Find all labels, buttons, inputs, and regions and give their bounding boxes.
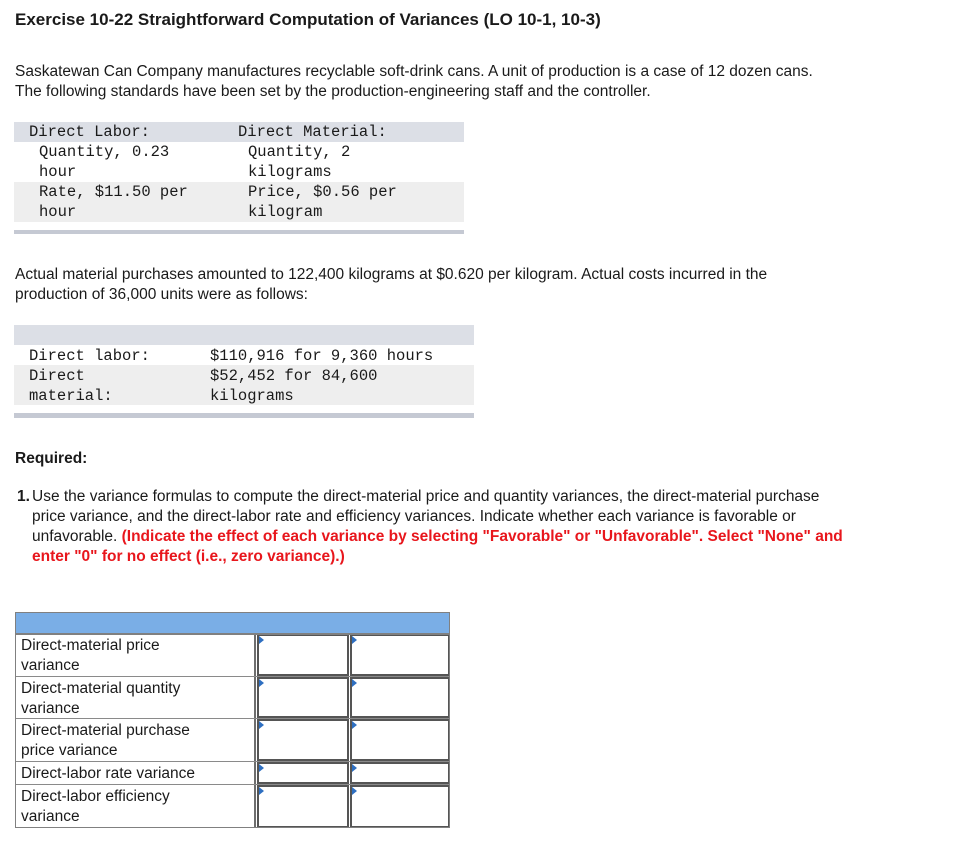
requirement-line-3: unfavorable. — [32, 528, 122, 545]
actual-material-label-2: material: — [29, 387, 113, 405]
input-marker-icon — [259, 679, 264, 687]
dl-efficiency-amount-input[interactable] — [257, 785, 349, 828]
instruction-red-2: enter "0" for no effect (i.e., zero variance).) — [32, 548, 345, 565]
input-marker-icon — [259, 764, 264, 772]
actual-costs-table — [14, 325, 474, 419]
requirement-line-2: price variance, and the direct-labor rate and efficiency variances. Indicate whether each variance is favorable or — [32, 508, 796, 525]
actual-labor-label: Direct labor: — [29, 347, 150, 365]
intro-paragraph — [15, 62, 945, 102]
answer-table — [15, 612, 450, 828]
requirement-number: 1. — [17, 488, 30, 505]
dm-purchase-price-effect-select[interactable] — [350, 719, 450, 761]
dl-rate-amount-input[interactable] — [257, 762, 349, 784]
row-label-line: Direct-labor efficiency — [21, 788, 170, 805]
material-price: Price, $0.56 per — [248, 183, 397, 201]
intro-line-2: The following standards have been set by the production-engineering staff and the controller. — [15, 83, 651, 100]
input-marker-icon — [352, 764, 357, 772]
actual-intro-line-1: Actual material purchases amounted to 122,400 kilograms at $0.620 per kilogram. Actual costs incurred in the — [15, 266, 768, 283]
direct-material-header: Direct Material: — [238, 123, 387, 141]
dl-rate-effect-select[interactable] — [350, 762, 450, 784]
dm-quantity-effect-select[interactable] — [350, 677, 450, 718]
actual-intro-line-2: production of 36,000 units were as follows: — [15, 286, 308, 303]
row-label-line: variance — [21, 700, 80, 717]
answer-table-header — [15, 612, 450, 634]
direct-labor-header: Direct Labor: — [29, 123, 150, 141]
input-marker-icon — [352, 787, 357, 795]
row-label-line: Direct-material price — [21, 637, 160, 654]
row-label-line: Direct-material purchase — [21, 722, 190, 739]
dl-efficiency-effect-select[interactable] — [350, 785, 450, 828]
standards-bottom-bar — [14, 230, 464, 234]
exercise-title: Exercise 10-22 Straightforward Computation of Variances (LO 10-1, 10-3) — [15, 10, 601, 29]
actual-labor-value: $110,916 for 9,360 hours — [210, 347, 434, 365]
dm-purchase-price-amount-input[interactable] — [257, 719, 349, 761]
input-marker-icon — [352, 721, 357, 729]
row-label-line: price variance — [21, 742, 118, 759]
dm-price-amount-input[interactable] — [257, 634, 349, 676]
row-label-dl-efficiency — [15, 785, 256, 828]
row-label-dm-purchase-price — [15, 719, 256, 761]
intro-line-1: Saskatewan Can Company manufactures recyclable soft-drink cans. A unit of production is a case of 12 dozen cans. — [15, 63, 813, 80]
standards-table — [14, 122, 464, 236]
material-quantity-unit: kilograms — [248, 163, 332, 181]
actual-material-value-1: $52,452 for 84,600 — [210, 367, 378, 385]
labor-quantity: Quantity, 0.23 — [39, 143, 170, 161]
row-label-line: Direct-material quantity — [21, 680, 181, 697]
row-label-dm-quantity — [15, 677, 256, 718]
row-label-line: variance — [21, 808, 80, 825]
row-label-dl-rate — [15, 762, 256, 784]
actual-header-band — [14, 325, 474, 345]
actual-intro-paragraph — [15, 265, 945, 305]
input-marker-icon — [352, 636, 357, 644]
actual-material-value-2: kilograms — [210, 387, 294, 405]
material-quantity: Quantity, 2 — [248, 143, 351, 161]
actual-material-label-1: Direct — [29, 367, 85, 385]
material-price-unit: kilogram — [248, 203, 323, 221]
labor-quantity-unit: hour — [39, 163, 77, 181]
labor-rate: Rate, $11.50 per — [39, 183, 188, 201]
row-label-dm-price — [15, 634, 256, 676]
dm-price-effect-select[interactable] — [350, 634, 450, 676]
input-marker-icon — [259, 787, 264, 795]
input-marker-icon — [352, 679, 357, 687]
row-label-line: Direct-labor rate variance — [21, 765, 196, 782]
instruction-red-1: (Indicate the effect of each variance by selecting "Favorable" or "Unfavorable". Select "None" and — [121, 528, 843, 545]
required-heading: Required: — [15, 450, 88, 467]
requirement-line-1: Use the variance formulas to compute the direct-material price and quantity variances, the direct-material purchase — [32, 488, 820, 505]
input-marker-icon — [259, 721, 264, 729]
row-label-line: variance — [21, 657, 80, 674]
input-marker-icon — [259, 636, 264, 644]
requirement-text — [32, 487, 940, 567]
dm-quantity-amount-input[interactable] — [257, 677, 349, 718]
actual-bottom-bar — [14, 413, 474, 418]
labor-rate-unit: hour — [39, 203, 77, 221]
